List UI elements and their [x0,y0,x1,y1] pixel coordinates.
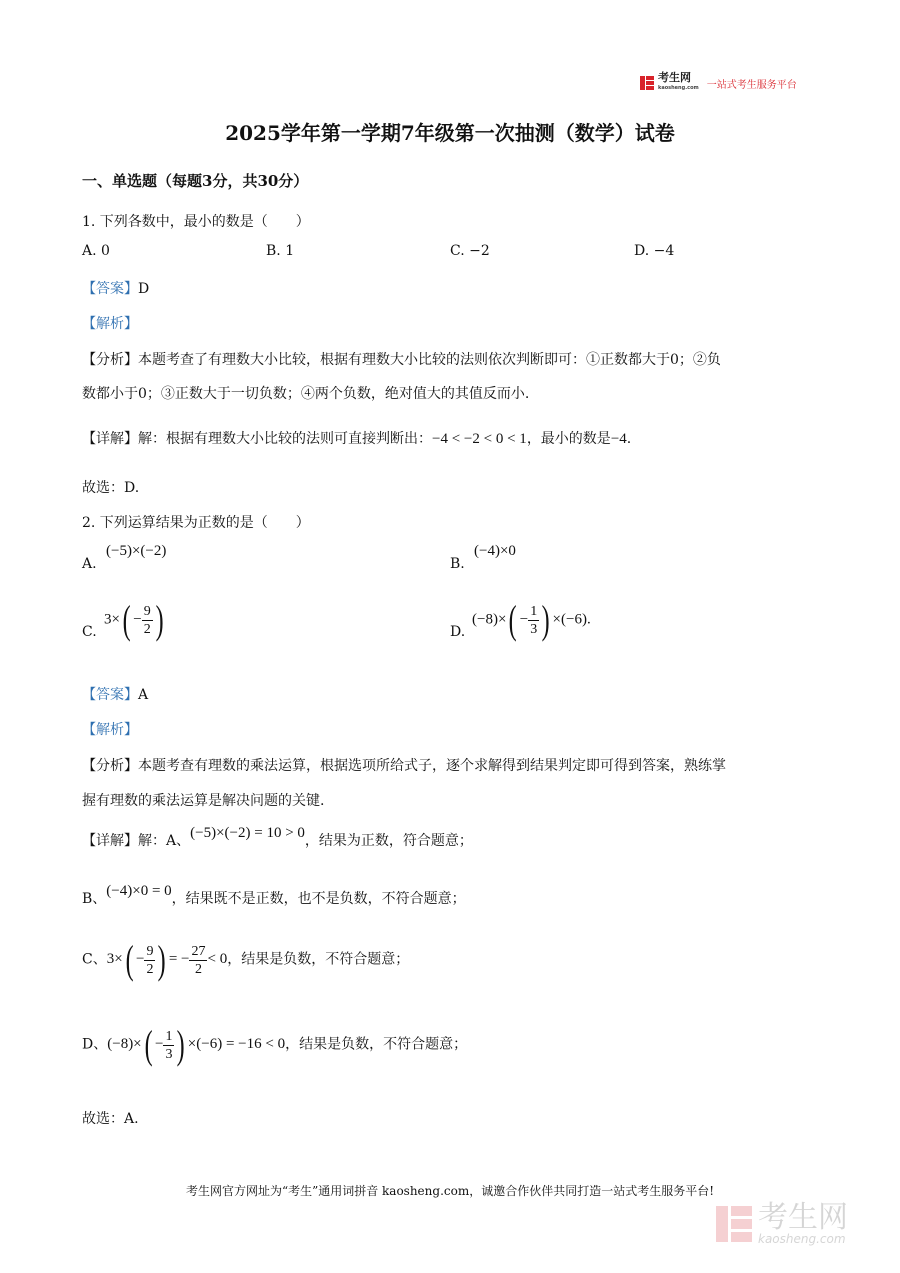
q1-detail: 【详解】解：根据有理数大小比较的法则可直接判断出：−4 < −2 < 0 < 1，最小的数是−4. [82,431,632,447]
q2-option-c-expr: 3×( − $\frac{9}{2}$ ) [104,597,164,642]
q2-option-c-label: C. [82,624,97,640]
q2-detail-c: C、3×( − $\frac{9}{2}$ ) = − $\frac{27}{2}$ < 0，结果是负数，不符合题意； [82,937,410,982]
q1-stem: 1. 下列各数中，最小的数是（ ） [82,214,310,230]
q1-answer [82,278,149,298]
q2-fenxi-line2: 握有理数的乘法运算是解决问题的关键. [82,793,325,809]
q2-option-a-label: A. [82,556,97,572]
document-title: 2025学年第一学期7年级第一次抽测（数学）试卷 [225,121,675,145]
q1-fenxi-line2: 数都小于0；③正数大于一切负数；④两个负数，绝对值大的其值反而小. [82,386,530,402]
watermark-icon [716,1206,752,1242]
watermark-text: 考生网 kaosheng.com [758,1200,848,1246]
q2-analysis-label: 【解析】 [82,722,138,738]
answer-value: D [138,281,150,297]
q2-stem: 2. 下列运算结果为正数的是（ ） [82,515,310,531]
q1-fenxi-line1: 【分析】本题考查了有理数大小比较，根据有理数大小比较的法则依次判断即可：①正数都大于0；②负 [82,352,721,368]
q2-detail-a: 【详解】解：A、(−5)×(−2) = 10 > 0，结果为正数，符合题意； [82,825,473,849]
q2-fenxi-line1: 【分析】本题考查有理数的乘法运算，根据选项所给式子，逐个求解得到结果判定即可得到答案，熟练掌 [82,758,726,774]
logo-slogan: 一站式考生服务平台 [706,79,797,91]
q2-option-d-label: D. [450,624,466,640]
q2-detail-d: D、(−8)×( − $\frac{1}{3}$ ) ×(−6) = −16 < 0，结果是负数，不符合题意； [82,1022,468,1067]
q1-analysis-label: 【解析】 [82,316,138,332]
q1-option-b: B. 1 [266,243,295,259]
q1-choose: 故选：D. [82,480,140,496]
q2-choose: 故选：A. [82,1111,139,1127]
kaosheng-logo-icon [640,76,654,90]
logo-name: 考生网 kaosheng.com [658,71,699,91]
footer-text: 考生网官方网址为“考生”通用词拼音 kaosheng.com，诚邀合作伙伴共同打造一站式考生服务平台! [185,1184,715,1198]
answer-label: 【答案】 [82,281,138,297]
q2-option-b-expr: (−4)×0 [474,543,516,559]
watermark-logo [716,1200,848,1246]
q2-option-a-expr: (−5)×(−2) [106,543,167,559]
q2-option-d-expr: (−8)×( − $\frac{1}{3}$ ) ×(−6). [472,597,591,642]
q1-detail-math: −4 < −2 < 0 < 1 [432,431,527,447]
q2-detail-b: B、(−4)×0 = 0，结果既不是正数，也不是负数，不符合题意； [82,883,466,907]
q1-option-a: A. 0 [82,243,110,259]
header-logo [640,71,797,92]
q2-answer: 【答案】A [82,687,149,703]
section-heading: 一、单选题（每题3分，共30分） [82,172,309,190]
q2-option-b-label: B. [450,556,465,572]
q1-option-c: C. −2 [450,243,490,259]
q1-option-d: D. −4 [634,243,675,259]
